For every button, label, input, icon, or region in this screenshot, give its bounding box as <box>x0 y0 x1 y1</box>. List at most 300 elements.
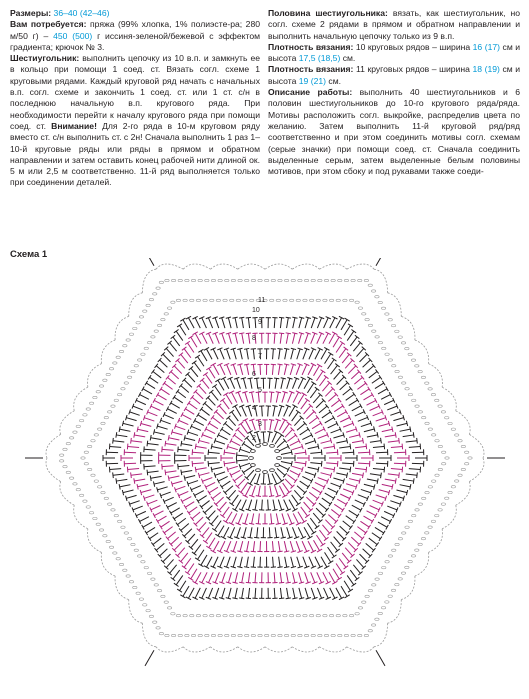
stitch-symbol <box>247 470 254 478</box>
stitch-symbol <box>272 474 277 484</box>
chain-stitch <box>185 634 189 636</box>
chain-stitch <box>205 279 209 281</box>
chain-stitch <box>93 517 97 519</box>
stitch-symbol <box>333 435 343 438</box>
stitch-symbol <box>289 500 295 510</box>
chain-stitch <box>91 440 95 442</box>
chain-stitch <box>126 575 130 577</box>
chain-stitch <box>298 634 302 636</box>
stitch-cap <box>305 450 306 456</box>
stitch-cap <box>328 352 333 355</box>
stitch-cap <box>244 567 249 568</box>
stitch-cap <box>251 364 256 365</box>
stitch-cap <box>417 438 418 444</box>
stitch-symbol <box>158 516 167 521</box>
chain-stitch <box>458 440 462 442</box>
stitch-symbol <box>370 474 381 476</box>
stitch-cap <box>137 484 138 489</box>
stitch-cap <box>395 432 396 437</box>
chain-stitch <box>83 414 87 416</box>
stitch-symbol <box>182 497 191 502</box>
stitch-cap <box>318 444 319 449</box>
stitch-symbol <box>279 465 288 470</box>
chain-stitch <box>137 359 141 361</box>
stitch-symbol <box>196 446 207 448</box>
stitch-symbol <box>228 466 238 469</box>
density-label-1: Плотность вязания: <box>268 41 354 52</box>
chain-stitch <box>225 634 229 636</box>
stitch-symbol <box>323 333 328 343</box>
stitch-cap <box>269 392 274 393</box>
stitch-symbol <box>136 400 146 404</box>
stitch-cap <box>237 567 242 568</box>
chain-stitch <box>210 299 214 301</box>
chain-stitch <box>198 634 202 636</box>
scallop-loop <box>265 264 292 269</box>
stitch-cap <box>284 348 289 349</box>
stitch-symbol <box>325 552 331 562</box>
chain-stitch <box>438 445 442 447</box>
stitch-symbol <box>147 471 158 472</box>
stitch-symbol <box>285 349 287 359</box>
chain-stitch <box>431 434 435 436</box>
stitch-symbol <box>228 588 231 598</box>
scallop-loop <box>88 364 102 388</box>
stitch-symbol <box>228 318 231 328</box>
stitch-symbol <box>231 441 240 446</box>
stitch-cap <box>410 484 411 489</box>
stitch-symbol <box>367 479 378 481</box>
stitch-symbol <box>116 435 127 437</box>
stitch-symbol <box>128 446 139 447</box>
stitch-cap <box>279 598 284 599</box>
chain-stitch <box>111 509 115 511</box>
stitch-symbol <box>113 474 124 475</box>
stitch-symbol <box>154 511 163 516</box>
stitch-symbol <box>240 557 242 567</box>
scallop-loop <box>101 552 115 576</box>
chain-stitch <box>441 451 445 453</box>
stitch-symbol <box>268 432 270 442</box>
stitch-symbol <box>154 482 165 484</box>
stitch-symbol <box>366 543 374 550</box>
stitch-symbol <box>279 446 288 451</box>
stitch-symbol <box>308 467 319 469</box>
stitch-cap <box>153 429 154 434</box>
stitch-cap <box>318 467 319 472</box>
stitch-symbol <box>360 554 368 562</box>
chain-stitch <box>381 607 385 609</box>
stitch-symbol <box>336 473 347 475</box>
chain-stitch <box>96 523 100 525</box>
stitch-symbol <box>373 412 383 416</box>
stitch-symbol <box>202 333 207 343</box>
stitch-cap <box>362 473 363 478</box>
chain-stitch <box>375 296 379 298</box>
stitch-cap <box>305 514 310 517</box>
stitch-symbol <box>140 517 149 522</box>
stitch-symbol <box>233 557 236 567</box>
work-text: выполнить 40 шестиугольников и 6 половин шестиугольников до 10-го кругового ряда/ряда. Мотивы расположить согл. выкройке, распределив цвета по желанию. Затем выполнить 11-й круговой ряд/ряд соответственно и при этом соединить мотивы согл. схемам (серые значки) при помощи соед. ст. Сначала соединить выделенные серым, затем выделенные белым половины мотивов, при этом сбоку и под рукавами также соеди- <box>268 87 520 177</box>
stitch-symbol <box>305 318 308 328</box>
chain-stitch <box>365 595 369 597</box>
stitch-symbol <box>238 392 242 402</box>
stitch-symbol <box>387 506 397 510</box>
stitch-symbol <box>153 538 161 544</box>
chain-stitch <box>203 299 207 301</box>
chain-stitch <box>121 526 125 528</box>
chain-stitch <box>249 614 253 616</box>
stitch-cap <box>224 461 225 467</box>
chain-stitch <box>136 592 140 594</box>
stitch-symbol <box>233 349 236 359</box>
stitch-symbol <box>325 354 331 364</box>
stitch-symbol <box>310 452 321 453</box>
chain-stitch <box>238 279 242 281</box>
stitch-cap <box>195 467 196 472</box>
stitch-symbol <box>315 482 324 487</box>
stitch-cap <box>178 464 179 470</box>
stitch-cap <box>238 491 243 494</box>
stitch-symbol <box>349 479 360 482</box>
stitch-symbol <box>163 554 171 562</box>
chain-stitch <box>336 614 340 616</box>
stitch-symbol <box>366 366 374 373</box>
chain-stitch <box>275 450 280 453</box>
stitch-symbol <box>184 349 191 358</box>
chain-stitch <box>190 299 194 301</box>
chain-stitch <box>86 408 90 410</box>
chain-stitch <box>398 376 402 378</box>
stitch-symbol <box>315 429 324 434</box>
stitch-symbol <box>364 484 374 487</box>
stitch-symbol <box>248 588 249 598</box>
chain-stitch <box>196 299 200 301</box>
stitch-symbol <box>315 349 320 359</box>
stitch-symbol <box>245 486 250 496</box>
density-label-2: Плотность вязания: <box>268 64 354 75</box>
stitch-symbol <box>328 360 335 369</box>
chain-stitch <box>381 307 385 309</box>
stitch-symbol <box>199 441 209 444</box>
stitch-symbol <box>367 435 378 437</box>
stitch-symbol <box>300 429 309 435</box>
stitch-cap <box>171 335 175 338</box>
stitch-symbol <box>227 557 231 567</box>
chain-stitch <box>391 589 395 591</box>
scallop-loop <box>292 264 319 269</box>
scallop-loop <box>74 505 88 529</box>
chain-stitch <box>84 451 88 453</box>
stitch-symbol <box>292 412 299 421</box>
stitch-symbol <box>187 564 193 574</box>
stitch-symbol <box>199 522 206 530</box>
chain-stitch <box>343 614 347 616</box>
stitch-cap <box>277 364 282 365</box>
chain-stitch <box>405 526 409 528</box>
chain-stitch <box>133 586 137 588</box>
chain-stitch <box>368 284 372 286</box>
stitch-symbol <box>311 318 315 328</box>
stitch-symbol <box>328 488 337 493</box>
chain-stitch <box>338 634 342 636</box>
chain-stitch <box>218 634 222 636</box>
stitch-symbol <box>222 333 226 343</box>
stitch-cap <box>291 348 296 349</box>
chain-stitch <box>249 299 253 301</box>
stitch-symbol <box>360 521 369 527</box>
chain-stitch <box>309 299 313 301</box>
stitch-symbol <box>339 468 350 470</box>
chain-stitch <box>141 561 145 563</box>
stitch-symbol <box>324 588 329 598</box>
scallop-loop <box>401 576 415 600</box>
chain-stitch <box>151 336 155 338</box>
stitch-cap <box>242 470 245 474</box>
chain-stitch <box>362 601 366 603</box>
chain-stitch <box>445 416 449 418</box>
scallop-loop <box>469 458 484 482</box>
stitch-symbol <box>296 364 300 374</box>
stitch-cap <box>374 484 375 489</box>
stitch-cap <box>279 433 284 436</box>
stitch-symbol <box>131 474 142 475</box>
stitch-symbol <box>344 581 350 591</box>
chain-stitch <box>124 532 128 534</box>
stitch-symbol <box>355 412 364 416</box>
density-paragraph-1 <box>268 42 520 65</box>
stitch-symbol <box>208 588 212 598</box>
chain-stitch <box>277 457 282 460</box>
stitch-cap <box>286 582 291 583</box>
stitch-symbol <box>400 485 411 487</box>
stitch-symbol <box>375 527 384 533</box>
chain-stitch <box>134 549 138 551</box>
row-number: 5 <box>258 387 262 394</box>
stitch-symbol <box>281 452 292 454</box>
stitch-symbol <box>299 333 302 343</box>
stitch-symbol <box>181 471 192 473</box>
chain-stitch <box>435 514 439 516</box>
stitch-symbol <box>375 383 384 389</box>
chain-stitch <box>395 330 399 332</box>
stitch-symbol <box>346 394 354 400</box>
scallop-loop <box>74 387 88 411</box>
stitch-cap <box>267 432 272 433</box>
chain-stitch <box>223 614 227 616</box>
chain-stitch <box>117 520 121 522</box>
chain-stitch <box>106 540 110 542</box>
chain-stitch <box>349 299 353 301</box>
stitch-symbol <box>309 417 317 423</box>
stitch-symbol <box>326 463 337 464</box>
stitch-symbol <box>172 432 182 435</box>
chain-stitch <box>196 614 200 616</box>
chain-stitch <box>461 468 465 470</box>
stitch-symbol <box>319 406 327 413</box>
stitch-symbol <box>292 333 294 343</box>
stitch-cap <box>377 432 378 437</box>
stitch-symbol <box>215 572 219 582</box>
stitch-symbol <box>226 394 232 404</box>
stitch-symbol <box>331 429 341 433</box>
stitch-symbol <box>231 513 236 523</box>
stitch-symbol <box>185 502 194 507</box>
stitch-cap <box>353 520 356 524</box>
stitch-cap <box>292 333 297 334</box>
stitch-symbol <box>213 557 218 567</box>
stitch-cap <box>239 317 244 318</box>
chain-stitch <box>124 382 128 384</box>
row-number: 11 <box>258 297 266 304</box>
stitch-symbol <box>243 467 252 473</box>
stitch-cap <box>388 421 389 426</box>
stitch-symbol <box>150 377 159 383</box>
chain-stitch <box>147 341 151 343</box>
stitch-symbol <box>209 423 218 429</box>
stitch-cap <box>184 435 185 440</box>
stitch-symbol <box>242 500 247 510</box>
chain-stitch <box>66 442 70 444</box>
chain-stitch <box>269 299 273 301</box>
chain-stitch <box>183 614 187 616</box>
stitch-symbol <box>222 481 231 487</box>
chain-stitch <box>276 299 280 301</box>
stitch-symbol <box>275 435 282 444</box>
stitch-cap <box>232 508 237 511</box>
chain-stitch <box>349 614 353 616</box>
stitch-symbol <box>302 476 311 481</box>
stitch-symbol <box>187 343 193 353</box>
stitch-cap <box>345 595 350 598</box>
chain-stitch <box>133 327 137 329</box>
stitch-symbol <box>311 572 315 582</box>
stitch-symbol <box>237 460 248 461</box>
chain-stitch <box>391 324 395 326</box>
chain-stitch <box>278 634 282 636</box>
stitch-cap <box>292 582 297 583</box>
scallop-loop <box>238 647 265 652</box>
stitch-symbol <box>287 588 289 598</box>
chain-stitch <box>178 634 182 636</box>
chain-stitch <box>73 431 77 433</box>
stitch-symbol <box>409 469 421 470</box>
stitch-symbol <box>302 541 307 551</box>
stitch-symbol <box>185 438 195 441</box>
stitch-symbol <box>171 537 179 544</box>
stitch-cap <box>251 567 256 568</box>
chain-stitch <box>117 393 121 395</box>
stitch-symbol <box>156 366 164 373</box>
stitch-cap <box>269 496 274 497</box>
stitch-symbol <box>308 541 313 551</box>
stitch-symbol <box>170 343 177 352</box>
stitch-symbol <box>353 565 360 574</box>
stitch-cap <box>320 491 323 495</box>
chain-stitch <box>431 520 435 522</box>
stitch-symbol <box>218 526 224 536</box>
stitch-symbol <box>280 333 281 343</box>
chain-stitch <box>271 634 275 636</box>
chain-stitch <box>139 598 143 600</box>
stitch-cap <box>177 324 182 327</box>
stitch-cap <box>341 404 344 408</box>
chain-stitch <box>408 353 412 355</box>
stitch-cap <box>307 377 312 380</box>
stitch-symbol <box>305 333 309 343</box>
chain-stitch <box>398 578 402 580</box>
chain-stitch <box>378 341 382 343</box>
stitch-cap <box>279 479 284 482</box>
stitch-symbol <box>352 441 363 443</box>
stitch-symbol <box>176 575 183 584</box>
chain-stitch <box>218 279 222 281</box>
stitch-cap <box>173 517 176 521</box>
stitch-cap <box>350 444 351 450</box>
stitch-symbol <box>198 415 207 421</box>
chain-stitch <box>171 301 175 303</box>
stitch-symbol <box>282 392 285 402</box>
chain-stitch <box>84 463 88 465</box>
stitch-symbol <box>202 478 212 482</box>
chain-stitch <box>83 500 87 502</box>
stitch-symbol <box>384 511 394 515</box>
chain-stitch <box>66 471 70 473</box>
stitch-cap <box>140 421 141 426</box>
chain-stitch <box>338 279 342 281</box>
stitch-symbol <box>307 383 313 393</box>
chain-stitch <box>114 399 118 401</box>
chain-stitch <box>270 469 275 472</box>
chain-stitch <box>270 444 275 447</box>
chain-stitch <box>238 634 242 636</box>
stitch-cap <box>307 485 310 489</box>
stitch-cap <box>353 392 356 396</box>
stitch-cap <box>269 419 274 420</box>
stitch-symbol <box>290 364 293 374</box>
stitch-cap <box>351 330 356 333</box>
chain-stitch <box>411 359 415 361</box>
stitch-symbol <box>196 468 207 470</box>
chain-stitch <box>358 634 362 636</box>
stitch-symbol <box>299 588 302 598</box>
chain-stitch <box>245 279 249 281</box>
scallop-loop <box>142 269 156 293</box>
stitch-cap <box>150 435 151 440</box>
stitch-symbol <box>331 365 338 374</box>
stitch-symbol <box>378 389 387 394</box>
stitch-symbol <box>169 438 180 440</box>
stitch-symbol <box>370 406 380 410</box>
stitch-symbol <box>240 541 243 551</box>
chain-stitch <box>116 558 120 560</box>
stitch-symbol <box>350 570 357 579</box>
stitch-symbol <box>323 572 328 582</box>
stitch-symbol <box>298 394 304 404</box>
stitch-symbol <box>183 320 189 330</box>
row-number: 3 <box>258 421 262 428</box>
stitch-symbol <box>329 333 335 343</box>
stitch-cap <box>223 393 228 396</box>
stitch-cap <box>212 528 217 531</box>
chain-stitch <box>284 279 288 281</box>
stitch-symbol <box>199 386 206 394</box>
stitch-symbol <box>213 349 218 359</box>
stitch-cap <box>122 490 123 495</box>
stitch-cap <box>362 438 363 443</box>
stitch-symbol <box>358 417 368 421</box>
chain-stitch <box>86 506 90 508</box>
